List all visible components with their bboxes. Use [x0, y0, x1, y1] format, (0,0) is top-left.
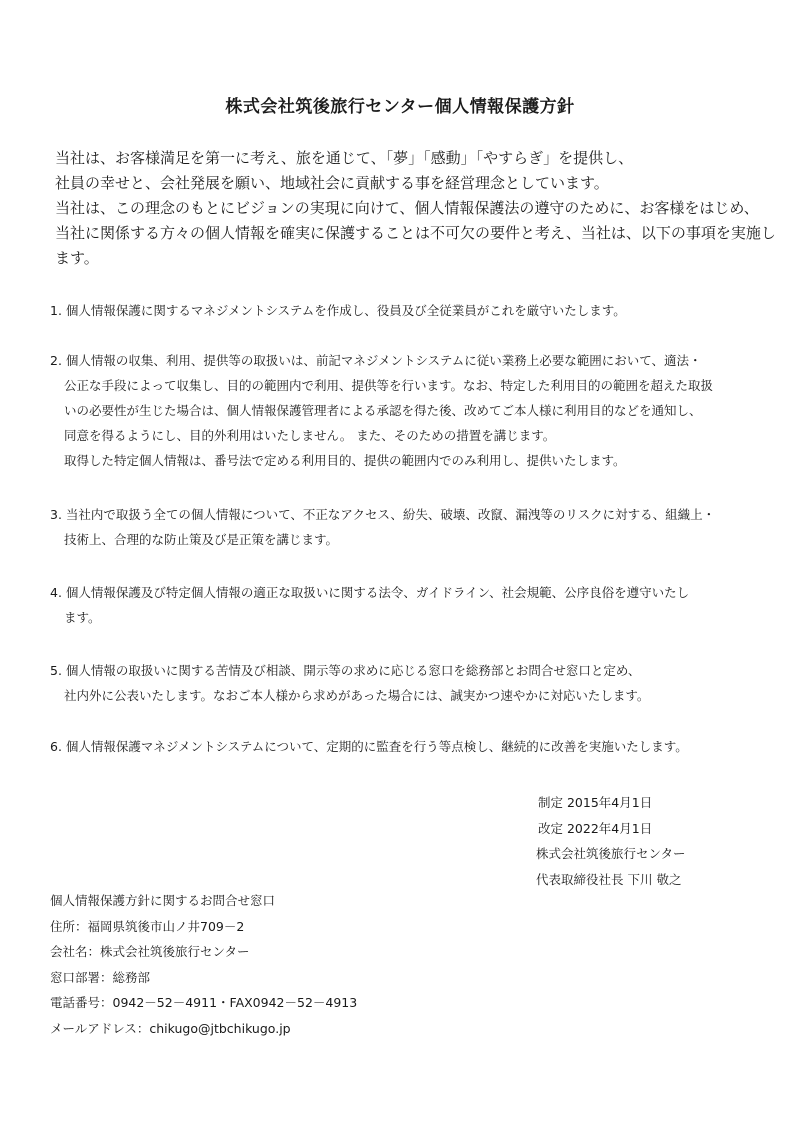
policy-item-1: [50, 298, 770, 323]
contact-phone: 電話番号：0942－52－4911・FAX0942－52－4913: [50, 995, 358, 1010]
contact-address: 住所：福岡県筑後市山ノ井709－2: [50, 918, 245, 934]
contact-heading: 個人情報保護方針に関するお問合せ窓口: [50, 893, 276, 908]
revised-date: 改定 2022年4月1日: [538, 820, 653, 836]
item-line: 2. 個人情報の収集、利用、提供等の取扱いは、前記マネジメントシステムに従い業務上必要な範囲において、適法・: [50, 353, 702, 368]
intro-line: 当社に関係する方々の個人情報を確実に保護することは不可欠の要件と考え、当社は、以下の事項を実施し: [55, 224, 776, 242]
item-line: 公正な手段によって収集し、目的の範囲内で利用、提供等を行います。なお、特定した利用目的の範囲を超えた取扱: [64, 378, 714, 393]
policy-item-6: [50, 734, 770, 759]
signature-company: 株式会社筑後旅行センター: [536, 846, 686, 861]
intro-line: ます。: [55, 249, 99, 267]
item-line: 5. 個人情報の取扱いに関する苦情及び相談、開示等の求めに応じる窓口を総務部とお問合せ窓口と定め、: [50, 663, 641, 678]
item-line: 1. 個人情報保護に関するマネジメントシステムを作成し、役員及び全従業員がこれを厳守いたします。: [50, 303, 626, 318]
signature-representative: 代表取締役社長 下川 敬之: [536, 871, 682, 887]
item-line: 3. 当社内で取扱う全ての個人情報について、不正なアクセス、紛失、破壊、改竄、漏洩等のリスクに対する、組織上・: [50, 507, 716, 522]
contact-department: 窓口部署：総務部: [50, 969, 151, 985]
item-line: 技術上、合理的な防止策及び是正策を講じます。: [64, 532, 339, 547]
signature-block: [538, 790, 788, 892]
contact-email: メールアドレス：chikugo@jtbchikugo.jp: [50, 1020, 291, 1036]
document-title: 株式会社筑後旅行センター個人情報保護方針: [225, 97, 575, 117]
intro-line: 社員の幸せと、会社発展を願い、地域社会に貢献する事を経営理念としています。: [55, 174, 609, 192]
item-line: 社内外に公表いたします。なおご本人様から求めがあった場合には、誠実かつ速やかに対応いたします。: [64, 688, 650, 703]
policy-item-2: [50, 348, 770, 473]
item-line: いの必要性が生じた場合は、個人情報保護管理者による承認を得た後、改めてご本人様に利用目的などを通知し、: [64, 403, 702, 418]
contact-section: [50, 888, 550, 1041]
intro-line: 当社は、この理念のもとにビジョンの実現に向けて、個人情報保護法の遵守のために、お客様をはじめ、: [55, 199, 759, 217]
established-date: 制定 2015年4月1日: [538, 795, 653, 810]
item-line: 6. 個人情報保護マネジメントシステムについて、定期的に監査を行う等点検し、継続的に改善を実施いたします。: [50, 739, 688, 754]
item-line: ます。: [64, 610, 101, 625]
policy-item-5: [50, 658, 770, 708]
intro-line: 当社は、お客様満足を第一に考え、旅を通じて、「夢」「感動」「やすらぎ」を提供し、: [55, 149, 634, 167]
intro-section: [55, 146, 775, 271]
item-line: 4. 個人情報保護及び特定個人情報の適正な取扱いに関する法令、ガイドライン、社会規範、公序良俗を遵守いたし: [50, 585, 690, 600]
policy-item-3: [50, 502, 770, 552]
contact-company: 会社名：株式会社筑後旅行センター: [50, 944, 250, 959]
item-line: 同意を得るようにし、目的外利用はいたしません。 また、そのための措置を講じます。: [64, 428, 556, 443]
item-line: 取得した特定個人情報は、番号法で定める利用目的、提供の範囲内でのみ利用し、提供いたします。: [64, 453, 626, 468]
policy-item-4: [50, 580, 770, 630]
